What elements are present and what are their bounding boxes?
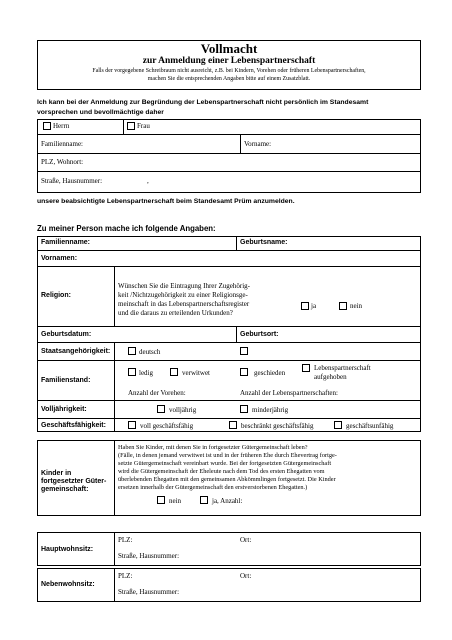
verwitwet-checkbox[interactable]: [170, 368, 178, 376]
familienstand-label: Familienstand:: [41, 377, 91, 384]
voll-gf-label: voll geschäftsfähig: [140, 422, 194, 430]
staat-label: Staatsangehörigkeit:: [41, 348, 111, 355]
lp-aufgehoben-checkbox[interactable]: [302, 364, 310, 372]
intro-line-2: vorsprechen und bevollmächtige daher: [37, 109, 164, 116]
kinder-text-5: überlebenden Ehegatten mit den gemeinsamen Abkömmlingen fortgesetzt. Die Kinder: [118, 476, 336, 483]
religion-ja-checkbox[interactable]: [301, 302, 309, 310]
neben-strasse-label: Straße, Hausnummer:: [118, 588, 180, 596]
volljaehrig-checkbox[interactable]: [157, 405, 165, 413]
gf-label: Geschäftsfähigkeit:: [41, 422, 106, 429]
geburtsdatum-field[interactable]: [96, 327, 234, 341]
ledig-label: ledig: [139, 369, 153, 377]
gu-checkbox[interactable]: [334, 421, 342, 429]
minderjaehrig-checkbox[interactable]: [240, 405, 248, 413]
verwitwet-label: verwitwet: [182, 369, 210, 377]
header-note-2: machen Sie die entsprechenden Angaben bitte auf einem Zusatzblatt.: [147, 76, 311, 82]
frau-checkbox[interactable]: [127, 122, 135, 130]
lp-aufgehoben-label-1: Lebenspartnerschaft: [314, 364, 371, 372]
proxy-vorname-field[interactable]: [282, 135, 418, 152]
intent-text: unsere beabsichtigte Lebenspartnerschaft beim Standesamt Prüm anzumelden.: [37, 198, 295, 205]
kinder-text-6: ersetzen innerhalb der Gütergemeinschaft den erstverstorbenen Ehegatten.): [118, 484, 308, 491]
religion-label: Religion:: [41, 292, 71, 299]
haupt-plz-label: PLZ:: [118, 536, 133, 544]
beschraenkt-gf-label: beschränkt geschäftsfähig: [241, 422, 314, 430]
proxy-plz-label: PLZ, Wohnort:: [41, 158, 84, 166]
haupt-strasse-field[interactable]: [184, 549, 416, 561]
geburtsort-field[interactable]: [286, 327, 418, 341]
page-title: Vollmacht: [200, 41, 258, 56]
geburtsdatum-label: Geburtsdatum:: [41, 331, 92, 338]
kinder-text-3: setzte Gütergemeinschaft vereinbart wurde. Bei der fortgesetzten Gütergemeinschaft: [118, 460, 332, 467]
familienname-field[interactable]: [96, 237, 234, 249]
kinder-text-2: (Fälle, in denen jemand verwitwet ist und in der früheren Ehe durch Ehevertrag fortge-: [118, 452, 337, 459]
kinder-text-1: Haben Sie Kinder, mit denen Sie in fortgesetzter Gütergemeinschaft leben?: [118, 444, 308, 451]
intro-line-1: Ich kann bei der Anmeldung zur Begründung der Lebenspartnerschaft nicht persönlich im Standesamt: [37, 99, 369, 106]
volljaehrigkeit-label: Volljährigkeit:: [41, 406, 87, 413]
religion-question-1: Wünschen Sie die Eintragung Ihrer Zugehörig-: [118, 282, 250, 290]
haupt-plz-field[interactable]: [136, 534, 236, 545]
proxy-familienname-field[interactable]: [100, 135, 238, 152]
hauptwohnsitz-label: Hauptwohnsitz:: [41, 546, 94, 553]
kinder-nein-checkbox[interactable]: [157, 496, 165, 504]
religion-nein-checkbox[interactable]: [339, 302, 347, 310]
vornamen-field[interactable]: [84, 251, 418, 265]
haupt-ort-label: Ort:: [240, 536, 252, 544]
kinder-label-2: fortgesetzter Güter-: [41, 478, 107, 485]
herrn-label: Herrn: [53, 122, 70, 130]
volljaehrig-label: volljährig: [169, 406, 197, 414]
geburtsname-field[interactable]: [297, 237, 419, 249]
frau-label: Frau: [137, 122, 150, 130]
proxy-strasse-field[interactable]: [108, 172, 418, 191]
haupt-ort-field[interactable]: [256, 534, 416, 545]
neben-ort-label: Ort:: [240, 572, 252, 580]
neben-strasse-field[interactable]: [184, 585, 416, 597]
proxy-familienname-label: Familienname:: [41, 140, 83, 148]
religion-ja-label: ja: [311, 302, 317, 310]
kinder-anzahl-field[interactable]: [252, 494, 412, 506]
proxy-strasse-label: Straße, Hausnummer:: [41, 177, 103, 185]
neben-plz-field[interactable]: [136, 570, 236, 581]
proxy-plz-field[interactable]: [90, 154, 418, 170]
religion-question-3: meinschaft in das Lebenspartnerschaftsregister: [118, 300, 250, 308]
ledig-checkbox[interactable]: [128, 368, 136, 376]
religion-nein-label: nein: [350, 302, 363, 310]
religion-question-2: keit /Nichtzugehörigkeit zu einer Religionsge-: [118, 291, 248, 299]
beschraenkt-gf-checkbox[interactable]: [229, 421, 237, 429]
geburtsname-label: Geburtsname:: [240, 239, 288, 246]
page-subtitle: zur Anmeldung einer Lebenspartnerschaft: [142, 56, 316, 66]
vorehen-label: Anzahl der Vorehen:: [128, 389, 186, 397]
geburtsort-label: Geburtsort:: [240, 331, 279, 338]
fruehere-lp-label: Anzahl der Lebenspartnerschaften:: [240, 389, 338, 397]
geschieden-checkbox[interactable]: [240, 368, 248, 376]
familienname-label: Familienname:: [41, 239, 91, 246]
kinder-ja-checkbox[interactable]: [200, 496, 208, 504]
proxy-vorname-label: Vorname:: [244, 140, 272, 148]
minderjaehrig-label: minderjährig: [252, 406, 289, 414]
section-heading: Zu meiner Person mache ich folgende Angaben:: [37, 224, 216, 233]
nebenwohnsitz-label: Nebenwohnsitz:: [41, 581, 95, 588]
herrn-checkbox[interactable]: [43, 122, 51, 130]
voll-gf-checkbox[interactable]: [128, 421, 136, 429]
gu-label: geschäftsunfähig: [346, 422, 394, 430]
kinder-text-4: wird die Gütergemeinschaft der Eheleute nach dem Tod des ersten Ehegatten vom: [118, 468, 325, 475]
kinder-nein-label: nein: [169, 497, 182, 505]
religion-question-4: und die daraus zu erteilenden Urkunden?: [118, 309, 233, 317]
neben-plz-label: PLZ:: [118, 572, 133, 580]
andere-staat-checkbox[interactable]: [240, 347, 248, 355]
haupt-strasse-label: Straße, Hausnummer:: [118, 552, 180, 560]
lp-aufgehoben-label-2: aufgehoben: [314, 373, 347, 381]
geschieden-label: geschieden: [254, 369, 286, 377]
header-note-1: Falls der vorgegebene Schreibraum nicht ausreicht, z.B. bei Kindern, Vorehen oder früheren Lebenspartnerschaften,: [92, 68, 366, 74]
vornamen-label: Vornamen:: [41, 255, 78, 262]
kinder-label-1: Kinder in: [41, 470, 72, 477]
kinder-ja-label: ja, Anzahl:: [212, 497, 243, 505]
neben-ort-field[interactable]: [256, 570, 416, 581]
kinder-label-3: gemeinschaft:: [41, 486, 89, 493]
deutsch-label: deutsch: [139, 348, 161, 356]
proxy-strasse-value: ,: [147, 177, 149, 185]
deutsch-checkbox[interactable]: [128, 347, 136, 355]
